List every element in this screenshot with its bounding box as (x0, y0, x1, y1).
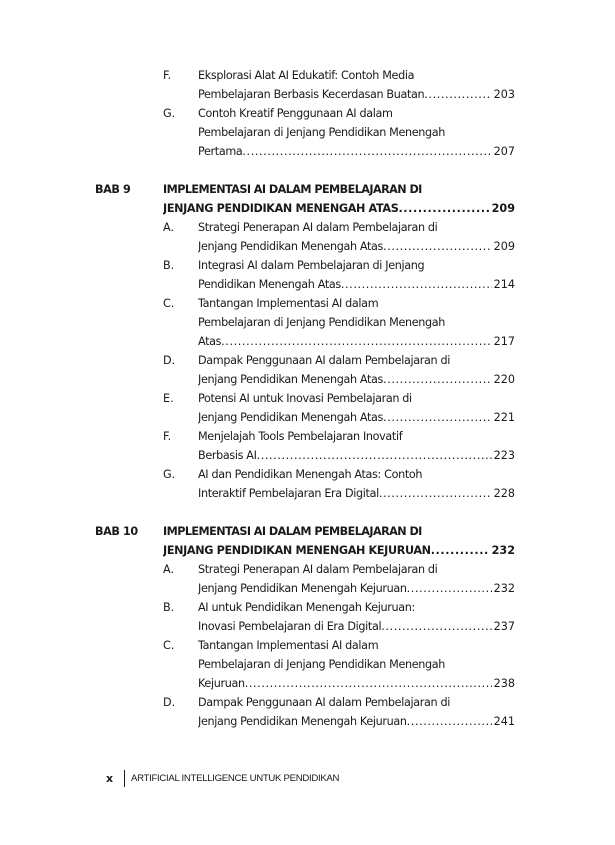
section-title-line: Tantangan Implementasi AI dalam (198, 297, 379, 310)
dot-leader (398, 199, 489, 218)
dot-leader (245, 674, 492, 693)
section-title-line: Integrasi AI dalam Pembelajaran di Jenjang (198, 259, 425, 272)
page-number[interactable]: 241 (493, 715, 515, 728)
section-letter: G. (163, 468, 176, 481)
section-title-line: Jenjang Pendidikan Menengah Kejuruan (198, 715, 407, 728)
dot-leader (257, 446, 492, 465)
section-leader-line (198, 484, 515, 503)
page-number[interactable]: 207 (493, 145, 515, 158)
section-title-line: Menjelajah Tools Pembelajaran Inovatif (198, 430, 403, 443)
section-letter: C. (163, 639, 175, 652)
entry-title-line: Pembelajaran di Jenjang Pendidikan Menengah (198, 126, 446, 139)
section-letter: B. (163, 601, 175, 614)
section-title-line: Pendidikan Menengah Atas (198, 278, 341, 291)
section-letter: D. (163, 696, 176, 709)
section-leader-line (198, 408, 515, 427)
dot-leader (431, 541, 490, 560)
page-number[interactable]: 232 (493, 582, 515, 595)
section-title-line: Atas (198, 335, 222, 348)
page-number[interactable]: 203 (493, 88, 515, 101)
section-leader-line (198, 370, 515, 389)
chapter-label: BAB 9 (95, 183, 131, 196)
chapter-title-line: JENJANG PENDIDIKAN MENENGAH KEJURUAN (163, 544, 431, 557)
section-title-line: Inovasi Pembelajaran di Era Digital (198, 620, 382, 633)
section-letter: A. (163, 221, 175, 234)
section-title-line: Berbasis AI (198, 449, 257, 462)
section-title-line: Pembelajaran di Jenjang Pendidikan Menengah (198, 316, 446, 329)
section-title-line: Kejuruan (198, 677, 245, 690)
section-title-line: Potensi AI untuk Inovasi Pembelajaran di (198, 392, 412, 405)
section-leader-line (198, 712, 515, 731)
entry-letter: G. (163, 107, 176, 120)
entry-letter: F. (163, 69, 172, 82)
page-number[interactable]: 209 (491, 202, 515, 215)
dot-leader (242, 142, 491, 161)
section-title-line: Jenjang Pendidikan Menengah Atas (198, 373, 384, 386)
page-number[interactable]: 214 (493, 278, 515, 291)
section-title-line: Pembelajaran di Jenjang Pendidikan Menengah (198, 658, 446, 671)
chapter-title-leader-line (163, 541, 515, 560)
chapter-title-leader-line (163, 199, 515, 218)
section-letter: C. (163, 297, 175, 310)
footer-divider (124, 770, 125, 787)
page-number[interactable]: 228 (493, 487, 515, 500)
page-number[interactable]: 217 (493, 335, 515, 348)
entry-title-line: Eksplorasi Alat AI Edukatif: Contoh Media (198, 69, 415, 82)
section-leader-line (198, 579, 515, 598)
dot-leader (407, 712, 492, 731)
page-number[interactable]: 238 (493, 677, 515, 690)
page-number[interactable]: 221 (493, 411, 515, 424)
section-leader-line (198, 674, 515, 693)
chapter-title-line: IMPLEMENTASI AI DALAM PEMBELAJARAN DI (163, 525, 422, 538)
section-title-line: AI dan Pendidikan Menengah Atas: Contoh (198, 468, 423, 481)
dot-leader (221, 332, 492, 351)
page-number[interactable]: 237 (493, 620, 515, 633)
dot-leader (381, 617, 491, 636)
chapter-label: BAB 10 (95, 525, 138, 538)
section-letter: F. (163, 430, 172, 443)
entry-title-leader-line (198, 142, 515, 161)
section-leader-line (198, 446, 515, 465)
section-letter: A. (163, 563, 175, 576)
section-leader-line (198, 617, 515, 636)
section-letter: E. (163, 392, 174, 405)
section-title-line: Dampak Penggunaan AI dalam Pembelajaran di (198, 696, 450, 709)
entry-title-line: Pembelajaran Berbasis Kecerdasan Buatan (198, 88, 425, 101)
section-leader-line (198, 332, 515, 351)
chapter-title-line: JENJANG PENDIDIKAN MENENGAH ATAS (163, 202, 399, 215)
footer-book-title: ARTIFICIAL INTELLIGENCE UNTUK PENDIDIKAN (131, 773, 340, 784)
section-letter: D. (163, 354, 176, 367)
section-title-line: Dampak Penggunaan AI dalam Pembelajaran di (198, 354, 450, 367)
section-title-line: Jenjang Pendidikan Menengah Atas (198, 411, 384, 424)
page-number[interactable]: 220 (493, 373, 515, 386)
dot-leader (383, 237, 492, 256)
dot-leader (407, 579, 492, 598)
section-letter: B. (163, 259, 175, 272)
dot-leader (379, 484, 492, 503)
section-title-line: Interaktif Pembelajaran Era Digital (198, 487, 379, 500)
section-title-line: Jenjang Pendidikan Menengah Kejuruan (198, 582, 407, 595)
dot-leader (383, 370, 492, 389)
entry-title-line: Pertama (198, 145, 243, 158)
section-title-line: Strategi Penerapan AI dalam Pembelajaran di (198, 563, 438, 576)
entry-title-leader-line (198, 85, 515, 104)
page-number[interactable]: 209 (493, 240, 515, 253)
dot-leader (424, 85, 491, 104)
footer-page-number: x (106, 772, 114, 785)
page-number[interactable]: 223 (493, 449, 515, 462)
dot-leader (341, 275, 492, 294)
section-title-line: Tantangan Implementasi AI dalam (198, 639, 379, 652)
section-title-line: Strategi Penerapan AI dalam Pembelajaran di (198, 221, 438, 234)
section-leader-line (198, 275, 515, 294)
section-leader-line (198, 237, 515, 256)
section-title-line: Jenjang Pendidikan Menengah Atas (198, 240, 384, 253)
section-title-line: AI untuk Pendidikan Menengah Kejuruan: (198, 601, 415, 614)
entry-title-line: Contoh Kreatif Penggunaan AI dalam (198, 107, 393, 120)
dot-leader (383, 408, 492, 427)
chapter-title-line: IMPLEMENTASI AI DALAM PEMBELAJARAN DI (163, 183, 422, 196)
page-number[interactable]: 232 (491, 544, 515, 557)
